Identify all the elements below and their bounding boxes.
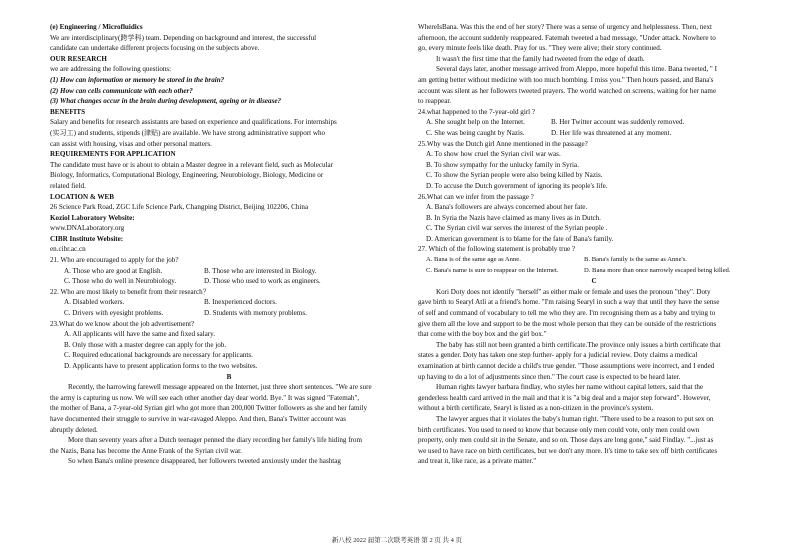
- option: D. Those who used to work as engineers.: [204, 277, 321, 286]
- requirements-line: Biology, Informatics, Computational Biology, Engineering, Neurobiology, Biology, Medicine or: [50, 171, 324, 180]
- question-24: 24.what happened to the 7-year-old girl ?: [418, 107, 536, 116]
- passage-line: account was silent as her followers tweeted prayers. The world watched on screens, waiting for her name: [418, 86, 717, 95]
- option: D. Applicants have to present application forms to the two websites.: [64, 362, 258, 370]
- passage-line: abruptly deleted.: [50, 425, 98, 434]
- passage-line: More than seventy years after a Dutch teenager penned the diary recording her family's life hiding from: [68, 436, 362, 445]
- option: B. Those who are interested in Biology.: [204, 266, 317, 275]
- passage-line: The lawyer argues that it violates the baby's human right. "There used to be a reason to put sex on: [436, 414, 714, 423]
- option: B. To show sympathy for the unlucky family in Syria.: [426, 160, 579, 169]
- requirements-line: related field.: [50, 181, 86, 190]
- passage-line: the army is capturing us now. We will see each other another day dear world. Bye." It was signed "Fatemah",: [50, 393, 360, 402]
- page-footer: 新八校 2022 届第二次联考英语 第 2 页 共 4 页: [332, 537, 462, 544]
- option: A. Disabled workers.: [64, 298, 125, 307]
- option: B. Bana's family is the same as Anne's.: [584, 256, 687, 264]
- engineering-heading: (e) Engineering / Microfluidics: [50, 23, 143, 31]
- option: C. Drivers with eyesight problems.: [64, 309, 164, 318]
- passage-line: states a gender. Doty has taken one step further- apply for a judicial review. Doty claims a medical: [418, 351, 698, 360]
- passage-line: gave birth to Searyl Atli at a friend's home. "I'm raising Searyl in such a way that until they have the sense: [418, 298, 720, 307]
- option: A. To show how cruel the Syrian civil war was.: [426, 150, 561, 159]
- research-question: (3) What changes occur in the brain during development, ageing or in disease?: [50, 97, 282, 106]
- option-row: [418, 128, 770, 139]
- passage-line: without a birth certificate, Searyl is listed as a non-citizen in the province's system.: [418, 404, 654, 413]
- cibr-url: en.cibr.ac.cn: [50, 245, 86, 254]
- question-26: 26.What can we infer from the passage ?: [418, 192, 534, 201]
- passage-line: have documented their struggle to survive in war-ravaged Aleppo. And then, Bana's Twitter account was: [50, 414, 346, 423]
- left-column: [50, 22, 408, 467]
- passage-line: It wasn't the first time that the family had tweeted from the edge of death.: [436, 54, 645, 63]
- option: B. Inexperienced doctors.: [204, 298, 277, 307]
- passage-line: we used to have race on birth certificates, but we don't any more. It's time to take sex off birth certificates: [418, 446, 718, 455]
- passage-line: give them all the love and support to be the most whole person that they can be outside of the restrictions: [418, 319, 717, 328]
- question-22: 22. Who are most likely to benefit from their research？: [50, 287, 210, 296]
- option: C. Bana's name is sure to reappear on the Internet.: [426, 266, 559, 274]
- passage-line: Kori Doty does not identify "herself" as either male or female and uses the pronoun "they". Doty: [436, 287, 711, 296]
- option-row: [418, 117, 770, 128]
- passage-line: So when Bana's online presence disappeared, her followers tweeted anxiously under the hashtag: [68, 457, 341, 466]
- passage-line: Recently, the harrowing farewell message appeared on the Internet, just three short sentences. "We are sure: [68, 383, 372, 392]
- option: A. Bana is of the same age as Anne.: [426, 256, 521, 264]
- option: D. Students with memory problems.: [204, 309, 307, 318]
- requirements-heading: REQUIREMENTS FOR APPLICATION: [50, 150, 176, 159]
- question-25: 25.Why was the Dutch girl Anne mentioned in the passage?: [418, 139, 588, 148]
- option-row: [418, 255, 770, 266]
- koziol-url: www.DNALaboratory.org: [50, 224, 125, 233]
- intro-line: candidate can undertake different projects focusing on the subjects above.: [50, 44, 260, 53]
- passage-line: birth certificates. You used to need to know that because only men could vote, only men could own: [418, 425, 700, 434]
- passage-line: the mother of Bana, a 7-year-old Syrian girl who got more than 200,000 Twitter followers as she and her family: [50, 404, 367, 413]
- requirements-line: The candidate must have or is about to obtain a Master degree in a relevant field, such as Molecular: [50, 160, 334, 169]
- option: C. Those who do well in Neurobiology.: [64, 277, 177, 286]
- option: C. To show the Syrian people were also being killed by Nazis.: [426, 171, 603, 180]
- benefits-heading: BENEFITS: [50, 107, 86, 116]
- research-question: (1) How can information or memory be stored in the brain?: [50, 75, 225, 84]
- research-heading: OUR RESEARCH: [50, 54, 107, 63]
- option: C. The Syrian civil war serves the interest of the Syrian people .: [426, 224, 608, 233]
- option: A. All applicants will have the same and fixed salary.: [64, 330, 216, 339]
- passage-line: to reappear.: [418, 97, 452, 106]
- research-intro: we are addressing the following questions:: [50, 65, 172, 74]
- option-row: [418, 266, 770, 277]
- option: C. She was being caught by Nazis.: [426, 128, 525, 137]
- option: D. American government is to blame for the fate of Bana's family.: [426, 234, 614, 243]
- option-row: [50, 297, 408, 308]
- passage-line: go, every minute feels like death. Pray for us. "They were alive; their story continued.: [418, 44, 662, 53]
- section-b-heading: B: [226, 372, 232, 381]
- option: A. Bana's followers are always concerned about her fate.: [426, 203, 588, 212]
- benefits-line: (实习工) and students, stipends (津贴) are available. We have strong administrative support who: [50, 128, 326, 137]
- passage-line: that come with the boy box and the girl box.": [418, 330, 547, 339]
- option: B. In Syria the Nazis have claimed as many lives as in Dutch.: [426, 213, 601, 222]
- intro-line: We are interdisciplinary(跨学科) team. Depending on background and interest, the successful: [50, 33, 317, 42]
- passage-line: Human rights lawyer barbara findlay, who styles her name without capital letters, said that the: [436, 383, 704, 392]
- passage-line: genderless health card arrived in the mail and that it is "a big deal and a major step forward". However,: [418, 393, 711, 402]
- location-heading: LOCATION & WEB: [50, 192, 114, 201]
- option: C. Required educational backgrounds are necessary for applicants.: [64, 351, 253, 360]
- question-27: 27. Which of the following statement is probably true ?: [418, 245, 576, 254]
- passage-line: the Nazis, Bana has become the Anne Frank of the Syrian civil war.: [50, 446, 242, 455]
- option: B. Only those with a master degree can apply for the job.: [64, 340, 227, 349]
- option: D. Her life was threatened at any moment.: [551, 128, 672, 137]
- benefits-line: Salary and benefits for research assistants are based on experience and qualifications. For internships: [50, 118, 337, 127]
- passage-line: afternoon, the account suddenly reappeared. Fatemah tweeted a bad message, "Under attack. Nowhere to: [418, 33, 716, 42]
- research-question: (2) How can cells communicate with each other?: [50, 86, 193, 95]
- option: A. She sought help on the Internet.: [426, 118, 525, 127]
- passage-line: of self and command of vocabulary to tell me who they are. I'm recognising them as a baby and trying to: [418, 309, 716, 318]
- option-row: [50, 276, 408, 287]
- right-column: [418, 22, 770, 467]
- koziol-label: Koziol Laboratory Website:: [50, 213, 135, 222]
- section-c-heading: C: [591, 277, 597, 286]
- passage-line: Several days later, another message arrived from Aleppo, more hopeful this time. Bana tweeted, " I: [436, 65, 717, 74]
- option: A. Those who are good at English.: [64, 266, 163, 275]
- passage-line: WhereIsBana. Was this the end of her story? There was a sense of urgency and helplessness. Then, next: [418, 23, 712, 31]
- option: D. To accuse the Dutch government of ignoring its people's life.: [426, 181, 608, 190]
- passage-line: examination at birth cannot decide a child's true gender. "Those assumptions were incorrect, and I ended: [418, 362, 715, 370]
- benefits-line: can assist with housing, visas and other personal matters.: [50, 139, 212, 148]
- cibr-label: CIBR Institute Website:: [50, 234, 124, 243]
- option-row: [50, 266, 408, 277]
- passage-line: am getting better without medicine with too much bombing. I miss you." Then hours passed, and Bana's: [418, 75, 714, 84]
- passage-line: and treat it, like race, as a private matter.": [418, 457, 537, 466]
- passage-line: up having to do a lot of adjustments since then." The court case is expected to be heard later.: [418, 372, 681, 381]
- address: 26 Science Park Road, ZGC Life Science Park, Changping District, Beijing 102206, China: [50, 203, 309, 212]
- question-21: 21. Who are encouraged to apply for the job?: [50, 256, 179, 265]
- question-23: 23.What do we know about the job advertisement?: [50, 319, 195, 328]
- passage-line: property, only men could sit in the Senate, and so on. Those days are long gone," said Findlay. "...just as: [418, 436, 714, 445]
- option: D. Bana more than once narrowly escaped being killed.: [584, 266, 731, 274]
- option-row: [50, 308, 408, 319]
- passage-line: The baby has still not been granted a birth certificate.The province only issues a birth certificate that: [436, 340, 721, 349]
- option: B. Her Twitter account was suddenly removed.: [551, 118, 685, 127]
